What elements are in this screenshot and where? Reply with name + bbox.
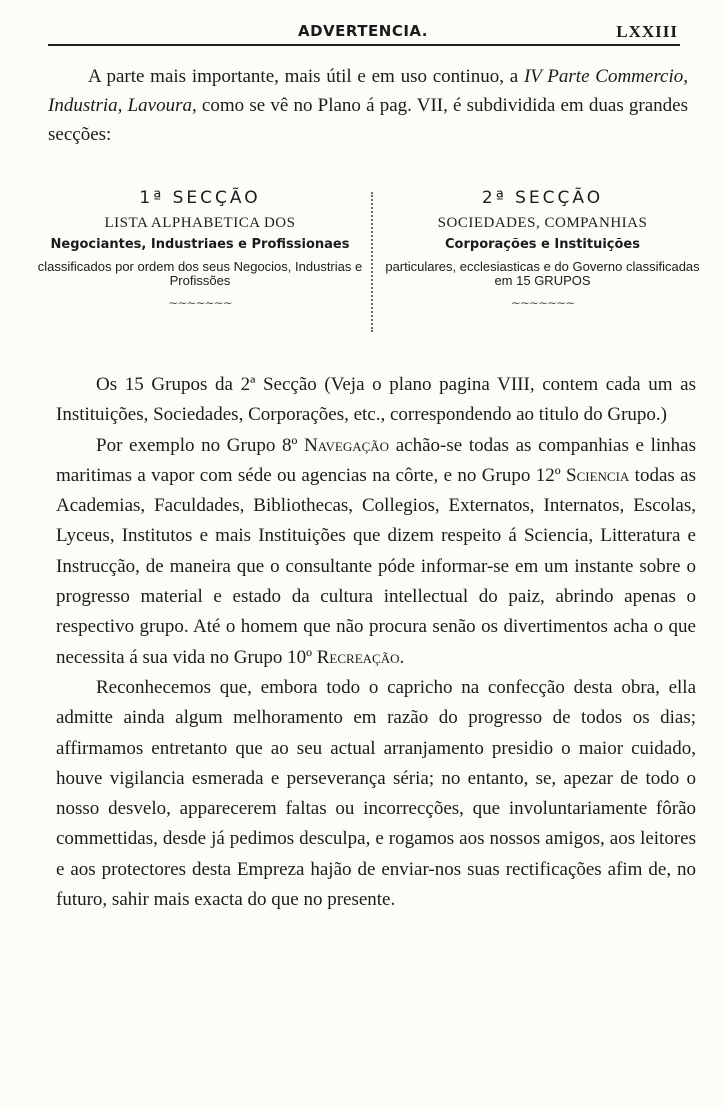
paragraph-3-text: Reconhecemos que, embora todo o capricho na confecção desta obra, ella admitte ainda algum melhoramento em razão do progresso de todos os dias; affirmamos entretanto que ao seu actual arranjamento presidio o maior cuidado, houve vigilancia esmerada e perseverança séria; no entanto, se, apezar de todo o nosso desvelo, apparecerem faltas ou incorrecções, que involuntariamente fôrão commettidas, desde já pedimos desculpa, e rogamos aos nossos amigos, aos leitores e aos protectores desta Empreza hajão de enviar-nos suas rectificações afim de, no futuro, sahir mais exacta do que no presente. (56, 676, 696, 911)
group-sciencia: Sciencia (566, 464, 630, 486)
group-navegacao: Navegação (304, 434, 390, 456)
paragraph-3 (56, 673, 696, 915)
paragraph-2 (56, 431, 696, 673)
paragraph-1 (56, 370, 696, 431)
section-1 (30, 188, 370, 311)
paragraph-2-text-a: Por exemplo no Grupo 8º (96, 434, 305, 456)
section-1-subtitle: Negociantes, Industriaes e Profissionaes (50, 237, 350, 252)
section-1-flourish: ∼∼∼∼∼∼∼ (168, 296, 232, 310)
section-1-heading: 1ª SECÇÃO (139, 188, 261, 208)
intro-text-3: como se vê no Plano á pag. VII, é subdividida em duas grandes secções: (48, 95, 688, 145)
section-2-title: SOCIEDADES, COMPANHIAS (437, 215, 648, 231)
group-recreacao: Recreação. (316, 646, 405, 668)
intro-text-2: IV Parte Commercio, Industria, Lavoura, (48, 66, 688, 116)
intro-text-1: A parte mais importante, mais útil e em uso continuo, a (88, 66, 524, 87)
paragraph-2-text-c: achão-se todas as companhias e linhas maritimas a vapor com séde ou agencias na côrte, e no Grupo 12º (56, 434, 696, 486)
section-2-subtitle: Corporações e Instituições (445, 237, 640, 252)
section-1-description: classificados por ordem dos seus Negocios, Industrias e Profissões (37, 259, 363, 288)
intro-paragraph (48, 62, 688, 149)
page-number: LXXIII (616, 22, 678, 41)
section-2 (375, 188, 710, 311)
section-2-flourish: ∼∼∼∼∼∼∼ (510, 296, 575, 310)
section-2-description: particulares, ecclesiasticas e do Governo classificadas em 15 GRUPOS (385, 259, 700, 288)
paragraph-1-text: Os 15 Grupos da 2ª Secção (Veja o plano pagina VIII, contem cada um as Instituições, Sociedades, Corporações, etc., correspondendo ao titulo do Grupo.) (56, 374, 696, 426)
page-header (48, 20, 680, 46)
section-divider (371, 192, 373, 332)
section-1-title: LISTA ALPHABETICA DOS (104, 215, 296, 231)
running-title: ADVERTENCIA. (298, 22, 428, 40)
body-text (56, 370, 696, 915)
section-2-heading: 2ª SECÇÃO (481, 188, 604, 208)
sections-table (30, 188, 710, 338)
paragraph-2-text-e: todas as Academias, Faculdades, Bibliothecas, Collegios, Externatos, Internatos, Escolas, Lyceus, Institutos e mais Instituições que dizem respeito á Sciencia, Litteratura e Instrucção, de maneira que o consultante póde informar-se em um instante sobre o progresso material e estado da cultura intellectual do paiz, abrindo apenas o respectivo grupo. Até o homem que não procura senão os divertimentos acha o que necessita á sua vida no Grupo 10º (56, 464, 696, 668)
